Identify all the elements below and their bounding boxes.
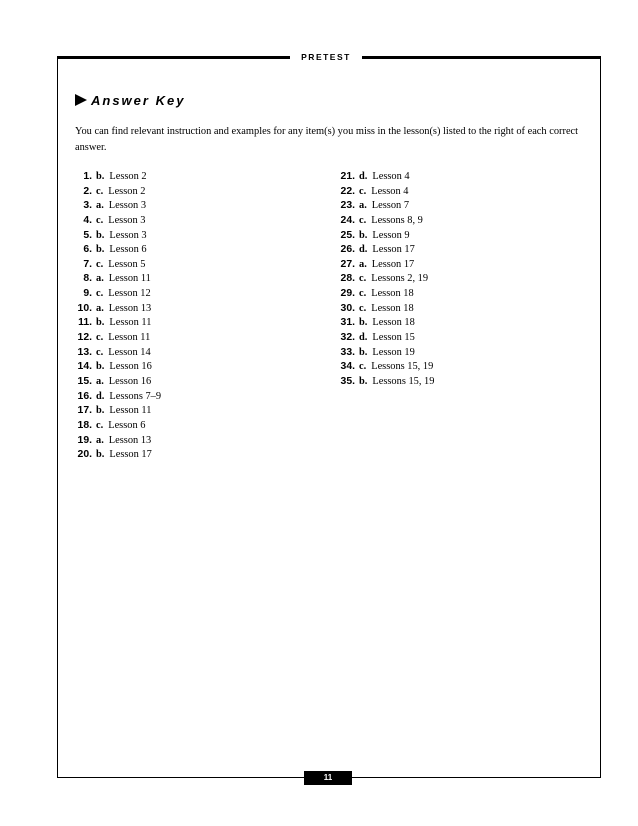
answer-row (325, 288, 434, 303)
lesson-reference: Lesson 11 (108, 332, 151, 344)
page-number: 11 (304, 771, 352, 785)
question-number: 29. (340, 288, 355, 300)
lesson-reference: Lesson 16 (109, 361, 152, 373)
answer-list-left (62, 171, 161, 464)
lesson-reference: Lessons 8, 9 (371, 214, 423, 226)
question-number: 10. (77, 302, 92, 314)
answer-row (62, 449, 161, 464)
answer-letter: b. (359, 229, 368, 241)
lesson-reference: Lesson 12 (108, 288, 151, 300)
answer-letter: c. (96, 288, 104, 300)
question-number: 19. (77, 434, 92, 446)
lesson-reference: Lesson 11 (109, 317, 152, 329)
answer-row (62, 317, 161, 332)
lesson-reference: Lesson 9 (372, 229, 410, 241)
answer-letter: a. (96, 434, 104, 446)
section-label: PRETEST (290, 50, 362, 64)
lesson-reference: Lesson 15 (372, 332, 415, 344)
lesson-reference: Lesson 6 (108, 419, 146, 431)
answer-letter: c. (96, 419, 104, 431)
question-number: 4. (83, 214, 92, 226)
answer-row (62, 332, 161, 347)
lesson-reference: Lesson 3 (108, 214, 146, 226)
question-number: 13. (77, 346, 92, 358)
question-number: 5. (83, 229, 92, 241)
answer-row (325, 186, 434, 201)
lesson-reference: Lesson 7 (371, 200, 410, 212)
question-number: 18. (77, 419, 92, 431)
answer-row (325, 200, 434, 215)
question-number: 7. (83, 258, 92, 270)
lesson-reference: Lesson 18 (372, 317, 415, 329)
question-number: 32. (340, 332, 355, 344)
question-number: 25. (340, 229, 355, 241)
answer-letter: b. (96, 317, 105, 329)
answer-row (62, 200, 161, 215)
page-heading (75, 91, 185, 109)
lesson-reference: Lesson 5 (108, 258, 146, 270)
answer-letter: d. (359, 332, 368, 344)
answer-row (62, 347, 161, 362)
answer-letter: b. (96, 229, 105, 241)
answer-row (325, 259, 434, 274)
question-number: 34. (340, 361, 355, 373)
answer-letter: d. (359, 244, 368, 256)
lesson-reference: Lesson 3 (108, 200, 147, 212)
question-number: 31. (340, 317, 355, 329)
answer-row (325, 230, 434, 245)
answer-row (325, 376, 434, 391)
answer-row (325, 215, 434, 230)
lesson-reference: Lesson 18 (371, 302, 414, 314)
lesson-reference: Lesson 14 (108, 346, 151, 358)
lesson-reference: Lesson 6 (109, 244, 147, 256)
question-number: 33. (340, 346, 355, 358)
answer-letter: b. (359, 346, 368, 358)
lesson-reference: Lessons 15, 19 (372, 375, 435, 387)
lesson-reference: Lessons 7–9 (109, 390, 162, 402)
answer-letter: a. (96, 302, 104, 314)
answer-row (62, 230, 161, 245)
answer-letter: c. (359, 302, 367, 314)
answer-letter: c. (96, 214, 104, 226)
answer-letter: b. (96, 361, 105, 373)
answer-list-right (325, 171, 434, 391)
answer-letter: b. (96, 405, 105, 417)
answer-letter: d. (359, 171, 368, 182)
question-number: 2. (83, 185, 92, 197)
answer-row (62, 391, 161, 406)
answer-letter: a. (359, 258, 367, 270)
question-number: 14. (77, 361, 92, 373)
answer-row (62, 288, 161, 303)
answer-row (325, 303, 434, 318)
answer-letter: c. (359, 214, 367, 226)
lesson-reference: Lesson 2 (109, 171, 147, 182)
answer-row (62, 376, 161, 391)
question-number: 3. (83, 200, 92, 212)
question-number: 12. (77, 332, 92, 344)
answer-letter: c. (96, 332, 104, 344)
answer-letter: a. (96, 375, 104, 387)
answer-letter: a. (359, 200, 367, 212)
answer-row (325, 347, 434, 362)
question-number: 28. (340, 273, 355, 285)
answer-letter: b. (96, 449, 105, 461)
heading-text: Answer Key (91, 92, 186, 108)
answer-letter: c. (359, 288, 367, 300)
answer-row (62, 259, 161, 274)
lesson-reference: Lesson 4 (371, 185, 409, 197)
question-number: 20. (77, 449, 92, 461)
answer-row (325, 361, 434, 376)
answer-letter: b. (96, 171, 105, 182)
lesson-reference: Lesson 2 (108, 185, 146, 197)
question-number: 8. (83, 273, 92, 285)
answer-row (62, 215, 161, 230)
answer-row (62, 405, 161, 420)
lesson-reference: Lessons 2, 19 (371, 273, 429, 285)
answer-letter: d. (96, 390, 105, 402)
question-number: 9. (83, 288, 92, 300)
question-number: 11. (78, 317, 92, 329)
question-number: 6. (83, 244, 92, 256)
answer-letter: b. (96, 244, 105, 256)
lesson-reference: Lesson 18 (371, 288, 414, 300)
question-number: 15. (77, 375, 92, 387)
answer-letter: c. (359, 185, 367, 197)
question-number: 26. (340, 244, 355, 256)
lesson-reference: Lesson 17 (371, 258, 415, 270)
question-number: 17. (77, 405, 92, 417)
answer-letter: c. (96, 258, 104, 270)
answer-letter: a. (96, 273, 104, 285)
answer-letter: a. (96, 200, 104, 212)
lesson-reference: Lessons 15, 19 (371, 361, 434, 373)
lesson-reference: Lesson 11 (108, 273, 151, 285)
answer-row (62, 361, 161, 376)
question-number: 1. (83, 171, 92, 182)
lesson-reference: Lesson 17 (372, 244, 415, 256)
answer-letter: c. (96, 346, 104, 358)
question-number: 23. (340, 200, 355, 212)
question-number: 30. (340, 302, 355, 314)
question-number: 27. (340, 258, 355, 270)
lesson-reference: Lesson 16 (108, 375, 152, 387)
lesson-reference: Lesson 17 (109, 449, 152, 461)
answer-row (325, 273, 434, 288)
answer-row (62, 186, 161, 201)
answer-row (325, 317, 434, 332)
answer-row (62, 171, 161, 186)
question-number: 35. (340, 375, 355, 387)
answer-letter: c. (359, 361, 367, 373)
lesson-reference: Lesson 11 (109, 405, 152, 417)
answer-row (62, 420, 161, 435)
answer-row (325, 171, 434, 186)
answer-letter: b. (359, 375, 368, 387)
answer-row (325, 332, 434, 347)
lesson-reference: Lesson 4 (372, 171, 410, 182)
answer-row (62, 303, 161, 318)
lesson-reference: Lesson 19 (372, 346, 415, 358)
answer-row (325, 244, 434, 259)
triangle-bullet-icon (75, 94, 87, 106)
question-number: 16. (77, 390, 92, 402)
lesson-reference: Lesson 13 (108, 434, 152, 446)
lesson-reference: Lesson 3 (109, 229, 147, 241)
answer-row (62, 244, 161, 259)
answer-letter: c. (359, 273, 367, 285)
answer-row (62, 435, 161, 450)
answer-row (62, 273, 161, 288)
answer-letter: c. (96, 185, 104, 197)
question-number: 24. (340, 214, 355, 226)
lesson-reference: Lesson 13 (108, 302, 152, 314)
answer-letter: b. (359, 317, 368, 329)
question-number: 21. (340, 171, 355, 182)
intro-paragraph: You can find relevant instruction and examples for any item(s) you miss in the lesson(s) listed to the right of each correct answer. (75, 126, 579, 153)
question-number: 22. (340, 185, 355, 197)
